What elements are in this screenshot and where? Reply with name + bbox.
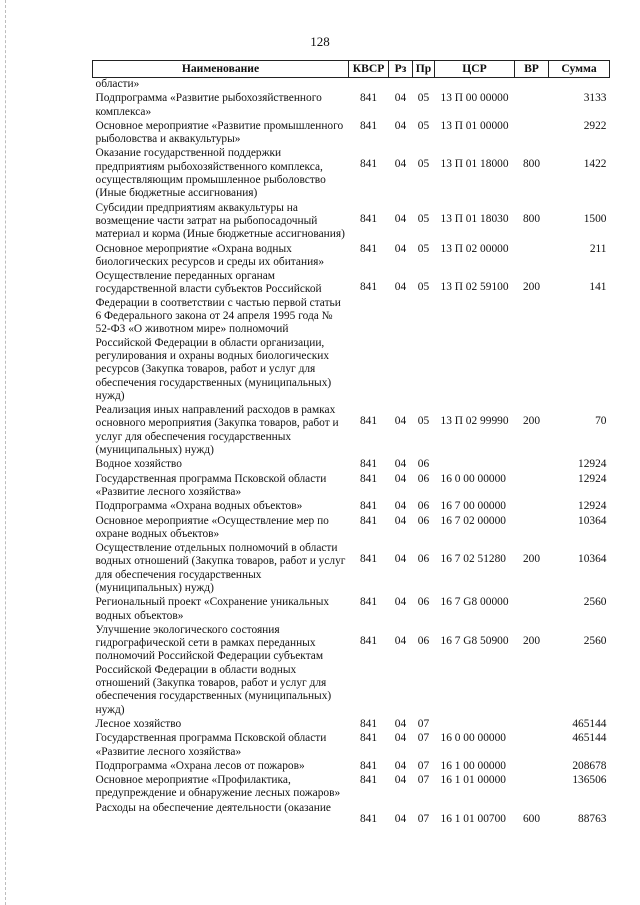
cell-name: Субсидии предприятиям аквакультуры на возмещение части затрат на рыбопосадочный материал и корма (Иные бюджетные ассигнования): [95, 201, 345, 241]
table-row: [93, 243, 610, 271]
cell-name: Подпрограмма «Развитие рыбохозяйственного комплекса»: [95, 92, 322, 118]
cell-rz: 04: [394, 759, 407, 772]
cell-pr: 05: [417, 158, 430, 171]
cell-vr: 200: [522, 281, 541, 294]
cell-sum: 2560: [583, 596, 607, 609]
header-csr: ЦСР: [435, 61, 515, 78]
cell-csr: 13 П 01 18000: [440, 158, 509, 171]
table-header: [93, 61, 610, 78]
table-row: [93, 624, 610, 718]
cell-kvsr: 841: [359, 596, 378, 609]
cell-csr: 16 0 00 00000: [440, 472, 506, 485]
cell-sum: 10364: [578, 553, 607, 566]
table-row: [93, 500, 610, 514]
cell-name: Водное хозяйство: [95, 458, 182, 471]
header-vr: ВР: [515, 61, 549, 78]
cell-rz: 04: [394, 92, 407, 105]
cell-kvsr: 841: [359, 717, 378, 730]
table-row: [93, 473, 610, 501]
cell-csr: 16 7 00 00000: [440, 500, 506, 513]
cell-sum: 12924: [578, 500, 607, 513]
cell-pr: 06: [417, 514, 430, 527]
cell-kvsr: 841: [359, 212, 378, 225]
cell-rz: 04: [394, 717, 407, 730]
cell-vr: [515, 473, 549, 501]
table-row: [93, 92, 610, 120]
table-row: [93, 78, 610, 93]
table-row: [93, 802, 610, 827]
cell-sum: 465144: [572, 732, 607, 745]
cell-name: Осуществление переданных органам государственной власти субъектов Российской Федерации в соответствии с частью первой статьи 6 Федерального закона от 24 апреля 1995 года № 52-ФЗ «О животном мире» полномочий Российской Федерации в области организации, регулирования и охраны водных биологических ресурсов (Закупка товаров, работ и услуг для обеспечения государственных (муниципальных) нужд): [95, 270, 341, 402]
cell-kvsr: 841: [359, 500, 378, 513]
cell-name: Подпрограмма «Охрана водных объектов»: [95, 500, 303, 513]
cell-csr: 13 П 02 59100: [440, 281, 509, 294]
cell-pr: 06: [417, 553, 430, 566]
cell-pr: 05: [417, 415, 430, 428]
cell-csr: 16 1 01 00700: [440, 812, 506, 825]
cell-pr: [413, 78, 435, 93]
cell-kvsr: 841: [359, 415, 378, 428]
cell-rz: 04: [394, 553, 407, 566]
cell-rz: [389, 78, 413, 93]
table-row: [93, 120, 610, 148]
cell-rz: 04: [394, 732, 407, 745]
table-row: [93, 270, 610, 404]
table-row: [93, 542, 610, 596]
cell-rz: 04: [394, 119, 407, 132]
cell-rz: 04: [394, 158, 407, 171]
cell-csr: 16 0 00 00000: [440, 732, 506, 745]
cell-vr: [515, 515, 549, 543]
cell-csr: 13 П 00 00000: [440, 92, 509, 105]
cell-rz: 04: [394, 500, 407, 513]
cell-name: Реализация иных направлений расходов в рамках основного мероприятия (Закупка товаров, работ и услуг для обеспечения государственных (муниципальных) нужд): [95, 404, 339, 457]
cell-vr: 200: [522, 553, 541, 566]
cell-kvsr: 841: [359, 514, 378, 527]
cell-pr: 06: [417, 458, 430, 471]
cell-pr: 07: [417, 774, 430, 787]
cell-sum: 2922: [583, 119, 607, 132]
table-body: [93, 78, 610, 828]
cell-sum: 12924: [578, 458, 607, 471]
cell-name: Осуществление отдельных полномочий в области водных отношений (Закупка товаров, работ и услуг для обеспечения государственных (муниципальных) нужд): [95, 542, 346, 594]
cell-vr: [515, 78, 549, 93]
cell-kvsr: 841: [359, 812, 378, 825]
cell-vr: [515, 760, 549, 774]
cell-rz: 04: [394, 774, 407, 787]
cell-vr: 200: [522, 634, 541, 647]
cell-vr: [515, 718, 549, 732]
cell-pr: 07: [417, 812, 430, 825]
cell-kvsr: 841: [359, 634, 378, 647]
cell-name: Расходы на обеспечение деятельности (оказание: [95, 801, 331, 814]
cell-sum: 136506: [572, 774, 607, 787]
cell-kvsr: 841: [359, 472, 378, 485]
cell-kvsr: 841: [359, 732, 378, 745]
cell-vr: [515, 92, 549, 120]
cell-pr: 05: [417, 119, 430, 132]
cell-vr: 200: [522, 415, 541, 428]
header-kvsr: КВСР: [349, 61, 389, 78]
cell-name: Улучшение экологического состояния гидрографической сети в рамках переданных полномочий Российской Федерации субъектам Российской Федерации в области водных отношений (Закупка товаров, работ и услуг для обеспечения государственных (муниципальных) нужд): [95, 623, 332, 716]
cell-vr: [515, 774, 549, 802]
cell-sum: 3133: [583, 92, 607, 105]
cell-vr: 800: [522, 158, 541, 171]
cell-csr: 13 П 01 18030: [440, 212, 509, 225]
cell-pr: 05: [417, 212, 430, 225]
cell-kvsr: 841: [359, 774, 378, 787]
cell-rz: 04: [394, 281, 407, 294]
cell-csr: 16 7 02 00000: [440, 514, 506, 527]
cell-sum: 88763: [578, 812, 607, 825]
cell-name: Государственная программа Псковской области «Развитие лесного хозяйства»: [95, 732, 327, 758]
cell-sum: 10364: [578, 514, 607, 527]
cell-kvsr: 841: [359, 553, 378, 566]
cell-pr: 05: [417, 281, 430, 294]
cell-name: Основное мероприятие «Осуществление мер по охране водных объектов»: [95, 514, 329, 540]
cell-vr: 600: [522, 812, 541, 825]
cell-pr: 06: [417, 472, 430, 485]
cell-vr: [515, 732, 549, 760]
cell-sum: 12924: [578, 472, 607, 485]
table-row: [93, 404, 610, 458]
cell-name: Основное мероприятие «Охрана водных биологических ресурсов и среды их обитания»: [95, 242, 325, 268]
header-pr: Пр: [413, 61, 435, 78]
header-rz: Рз: [389, 61, 413, 78]
cell-pr: 07: [417, 732, 430, 745]
page-scan-edge: [5, 0, 7, 905]
cell-csr: [435, 78, 515, 93]
table-row: [93, 458, 610, 472]
page-number: 128: [310, 34, 330, 49]
cell-kvsr: 841: [359, 242, 378, 255]
cell-kvsr: 841: [359, 458, 378, 471]
cell-name: Лесное хозяйство: [95, 717, 182, 730]
table-row: [93, 515, 610, 543]
cell-csr: 13 П 02 00000: [440, 242, 509, 255]
cell-rz: 04: [394, 458, 407, 471]
cell-csr: 16 7 G8 50900: [440, 634, 509, 647]
cell-name: Подпрограмма «Охрана лесов от пожаров»: [95, 759, 305, 772]
cell-sum: 2560: [583, 634, 607, 647]
cell-name: области»: [95, 78, 140, 90]
cell-rz: 04: [394, 472, 407, 485]
header-sum: Сумма: [549, 61, 610, 78]
cell-name: Региональный проект «Сохранение уникальных водных объектов»: [95, 596, 330, 622]
cell-vr: [515, 596, 549, 624]
cell-kvsr: 841: [359, 158, 378, 171]
cell-sum: 208678: [572, 759, 607, 772]
cell-vr: [515, 243, 549, 271]
cell-pr: 06: [417, 634, 430, 647]
cell-vr: [515, 120, 549, 148]
cell-csr: 16 7 G8 00000: [440, 596, 509, 609]
table-row: [93, 760, 610, 774]
cell-name: Государственная программа Псковской области «Развитие лесного хозяйства»: [95, 472, 327, 498]
cell-csr: 16 7 02 51280: [440, 553, 506, 566]
table-row: [93, 732, 610, 760]
cell-pr: 05: [417, 242, 430, 255]
cell-csr: 16 1 00 00000: [440, 759, 506, 772]
cell-name: Основное мероприятие «Развитие промышленного рыболовства и аквакультуры»: [95, 119, 344, 146]
cell-sum: 465144: [572, 717, 607, 730]
cell-rz: 04: [394, 812, 407, 825]
cell-vr: [515, 458, 549, 472]
cell-name: Оказание государственной поддержки предприятиям рыбохозяйственного комплекса, осуществляющим промышленное рыболовство (Иные бюджетные ассигнования): [95, 147, 326, 200]
cell-pr: 07: [417, 759, 430, 772]
table-row: [93, 774, 610, 802]
cell-rz: 04: [394, 634, 407, 647]
header-name: Наименование: [93, 61, 349, 78]
cell-kvsr: [349, 78, 389, 93]
cell-vr: [515, 500, 549, 514]
table-row: [93, 718, 610, 732]
cell-sum: 141: [589, 281, 607, 294]
cell-csr: 16 1 01 00000: [440, 774, 506, 787]
cell-rz: 04: [394, 415, 407, 428]
cell-kvsr: 841: [359, 759, 378, 772]
cell-rz: 04: [394, 514, 407, 527]
cell-sum: 70: [595, 415, 607, 428]
cell-sum: 211: [589, 242, 607, 255]
cell-pr: 05: [417, 92, 430, 105]
cell-kvsr: 841: [359, 92, 378, 105]
table-row: [93, 596, 610, 624]
cell-rz: 04: [394, 212, 407, 225]
cell-name: Основное мероприятие «Профилактика, предупреждение и обнаружение лесных пожаров»: [95, 774, 341, 800]
cell-rz: 04: [394, 242, 407, 255]
cell-sum: [549, 78, 610, 93]
budget-table: [92, 60, 610, 827]
cell-kvsr: 841: [359, 281, 378, 294]
cell-vr: 800: [522, 212, 541, 225]
cell-rz: 04: [394, 596, 407, 609]
cell-pr: 06: [417, 596, 430, 609]
cell-csr: 13 П 02 99990: [440, 415, 509, 428]
cell-pr: 06: [417, 500, 430, 513]
cell-csr: 13 П 01 00000: [440, 119, 509, 132]
table-row: [93, 202, 610, 243]
cell-csr: [435, 458, 515, 472]
cell-csr: [435, 718, 515, 732]
cell-kvsr: 841: [359, 119, 378, 132]
cell-sum: 1422: [583, 158, 607, 171]
cell-sum: 1500: [583, 212, 607, 225]
cell-pr: 07: [417, 717, 430, 730]
table-row: [93, 147, 610, 201]
